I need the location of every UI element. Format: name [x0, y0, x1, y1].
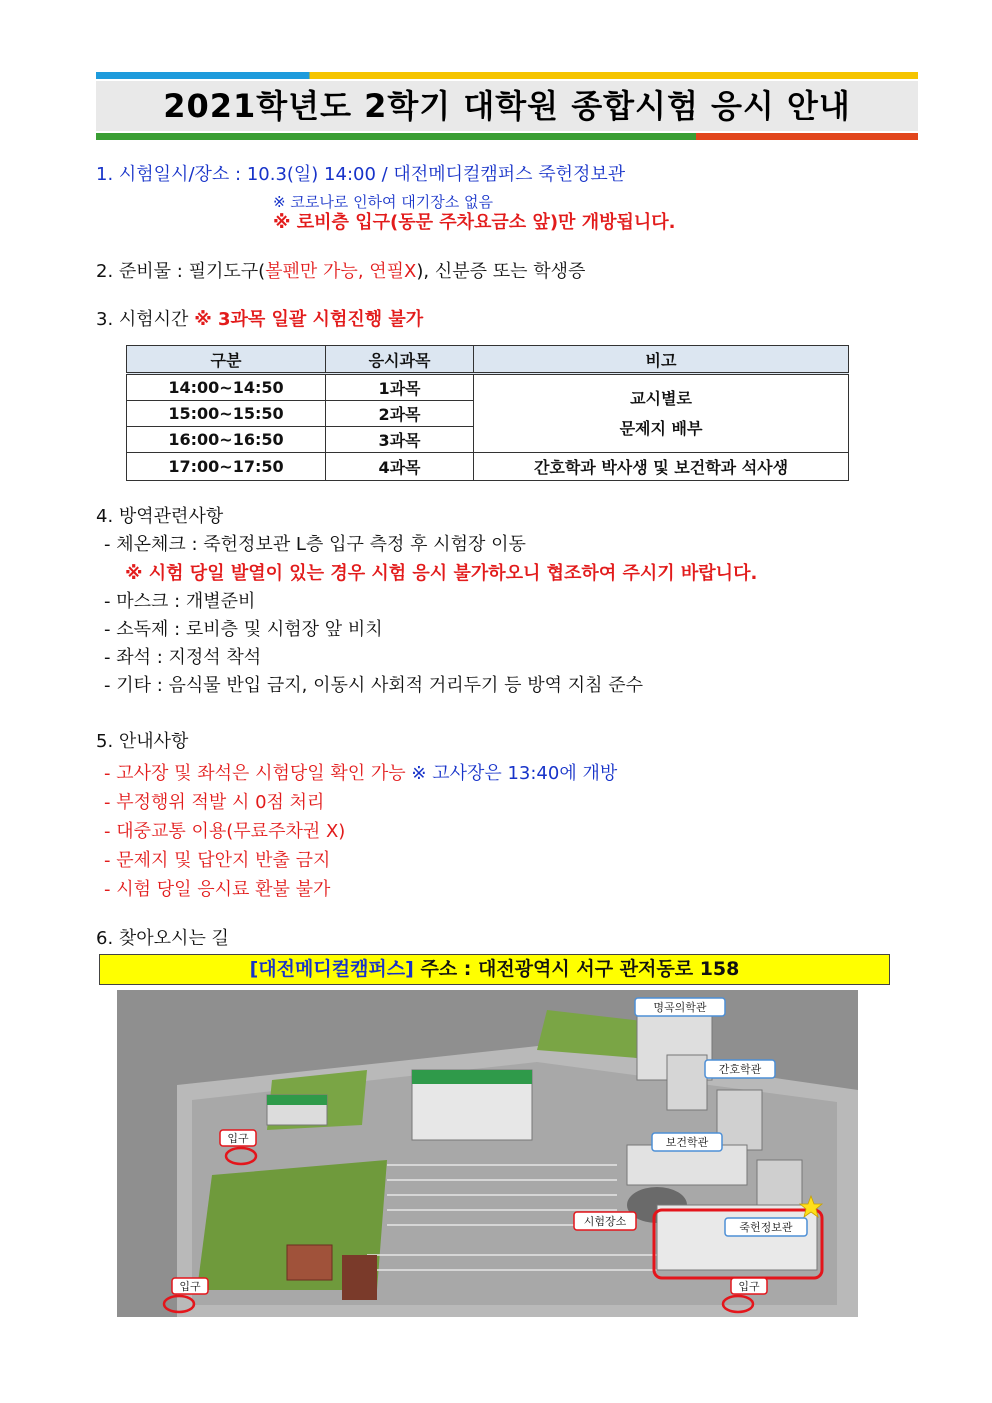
subject-cell: 2과목: [326, 401, 474, 427]
section2-suffix: ), 신분증 또는 학생증: [416, 261, 586, 282]
section5-item: - 대중교통 이용(무료주차권 X): [104, 821, 346, 842]
page-title: 2021학년도 2학기 대학원 종합시험 응시 안내: [96, 81, 918, 131]
section4-item: - 마스크 : 개별준비: [104, 591, 256, 612]
section2-line: [96, 261, 585, 283]
section4-item: - 체온체크 : 죽헌정보관 L층 입구 측정 후 시험장 이동: [104, 534, 526, 555]
title-top-bar: [96, 72, 918, 79]
title-bottom-bar: [96, 133, 918, 140]
section1-line: [96, 164, 625, 186]
section4-item: - 소독제 : 로비층 및 시험장 앞 비치: [104, 619, 383, 640]
section4-item: - 좌석 : 지정석 착석: [104, 647, 262, 668]
table-header-cell: 응시과목: [326, 346, 474, 374]
table-row: [127, 453, 849, 481]
subject-cell: 1과목: [326, 374, 474, 401]
section6-title: 6. 찾아오시는 길: [96, 928, 229, 949]
time-cell: 14:00~14:50: [127, 374, 326, 401]
map-label-entrance: 입구: [227, 1132, 249, 1145]
campus-map-svg: [117, 990, 858, 1317]
table-row: [127, 374, 849, 401]
subject-cell: 4과목: [326, 453, 474, 481]
address-text: 주소 : 대전광역시 서구 관저동로 158: [420, 958, 740, 980]
section5-item: - 부정행위 적발 시 0점 처리: [104, 792, 325, 813]
subject-cell: 3과목: [326, 427, 474, 453]
table-header-row: [127, 346, 849, 374]
section5-title: 5. 안내사항: [96, 731, 189, 752]
section5-item1: [104, 763, 617, 785]
section5-item1-blue: ※ 고사장은 13:40에 개방: [411, 763, 618, 784]
section5-item: - 시험 당일 응시료 환불 불가: [104, 879, 331, 900]
section2-prefix: 2. 준비물 : 필기도구(: [96, 261, 266, 282]
time-cell: 17:00~17:50: [127, 453, 326, 481]
map-label-building1: 명곡의학관: [653, 1001, 707, 1014]
note-line1: 교시별로: [630, 388, 692, 408]
section5-item: - 문제지 및 답안지 반출 금지: [104, 850, 331, 871]
section3-label: 3. 시험시간: [96, 309, 189, 330]
section4-item: - 기타 : 음식물 반입 금지, 이동시 사회적 거리두기 등 방역 지침 준수: [104, 675, 644, 696]
map-label-building2: 간호학관: [718, 1063, 762, 1076]
section1-value: 10.3(일) 14:00 / 대전메디컬캠퍼스 죽헌정보관: [246, 164, 626, 185]
campus-name: [대전메디컬캠퍼스]: [249, 958, 414, 980]
section4-warning: ※ 시험 당일 발열이 있는 경우 시험 응시 불가하오니 협조하여 주시기 바랍니다.: [125, 563, 758, 584]
section3-note: ※ 3과목 일괄 시험진행 불가: [194, 309, 424, 330]
section4-title: 4. 방역관련사항: [96, 506, 224, 527]
note-line2: 문제지 배부: [619, 418, 703, 438]
map-label-building3: 보건학관: [665, 1136, 709, 1149]
note-cell: [474, 374, 849, 453]
section1-note2: ※ 로비층 입구(동문 주차요금소 앞)만 개방됩니다.: [273, 212, 676, 233]
section2-highlight: 볼펜만 가능, 연필X: [265, 261, 417, 282]
note-cell-last: 간호학과 박사생 및 보건학과 석사생: [474, 453, 849, 481]
title-banner: [96, 72, 918, 140]
map-label-entrance: 입구: [738, 1280, 760, 1293]
schedule-table: [126, 345, 849, 481]
address-box: [99, 954, 890, 985]
map-label-building4: 죽헌정보관: [739, 1221, 793, 1234]
section5-item1-red: - 고사장 및 좌석은 시험당일 확인 가능: [104, 763, 406, 784]
section1-note1: ※ 코로나로 인하여 대기장소 없음: [273, 193, 494, 211]
section1-label: 1. 시험일시/장소 :: [96, 164, 242, 185]
map-label-entrance: 입구: [179, 1280, 201, 1293]
table-header-cell: 비고: [474, 346, 849, 374]
table-header-cell: 구분: [127, 346, 326, 374]
time-cell: 15:00~15:50: [127, 401, 326, 427]
campus-map: [117, 990, 858, 1317]
section3-line: [96, 309, 423, 331]
time-cell: 16:00~16:50: [127, 427, 326, 453]
map-label-exam-place: 시험장소: [583, 1215, 627, 1228]
